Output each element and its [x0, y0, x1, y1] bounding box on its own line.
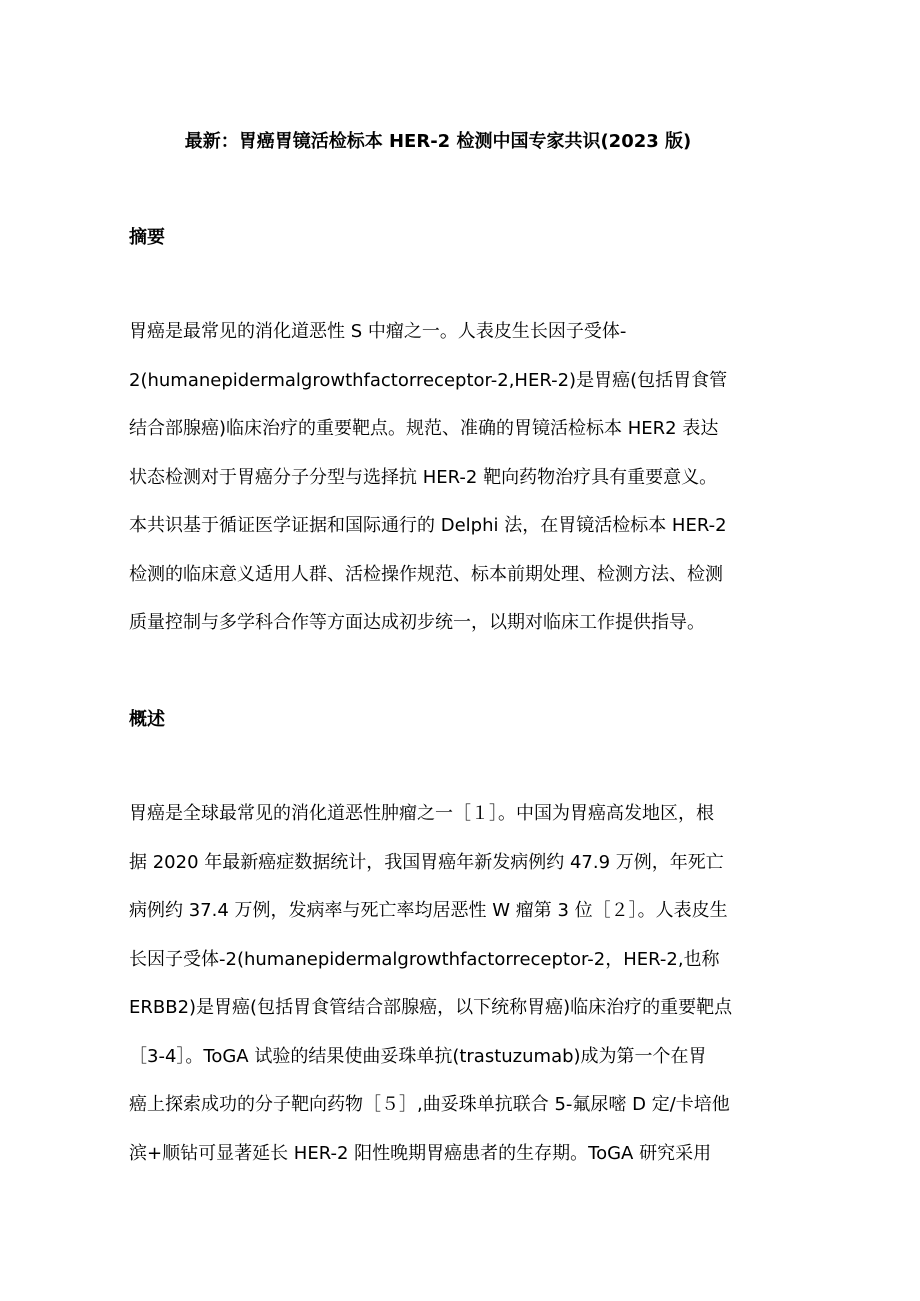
paragraph-line: 状态检测对于胃癌分子分型与选择抗 HER-2 靶向药物治疗具有重要意义。 [129, 466, 718, 488]
overview-heading: 概述 [129, 709, 165, 730]
paragraph-line: ［3-4］。ToGA 试验的结果使曲妥珠单抗(trastuzumab)成为第一个在胃 [129, 1045, 707, 1067]
overview-paragraph [129, 800, 801, 1188]
paragraph-line: 病例约 37.4 万例，发病率与死亡率均居恶性 W 瘤第 3 位［２］。人表皮生 [129, 900, 728, 921]
document-title: 最新：胃癌胃镜活检标本 HER-2 检测中国专家共识(2023 版) [184, 131, 692, 152]
paragraph-line: ERBB2)是胃癌(包括胃食管结合部腺癌，以下统称胃癌)临床治疗的重要靶点 [129, 997, 733, 1018]
paragraph-line: 检测的临床意义适用人群、活检操作规范、标本前期处理、检测方法、检测 [129, 563, 723, 585]
paragraph-line: 本共识基于循证医学证据和国际通行的 Delphi 法，在胃镜活检标本 HER-2 [129, 515, 727, 536]
paragraph-line: 据 2020 年最新癌症数据统计，我国胃癌年新发病例约 47.9 万例，年死亡 [129, 851, 724, 873]
paragraph-line: 胃癌是最常见的消化道恶性 S 中瘤之一。人表皮生长因子受体- [129, 321, 627, 342]
paragraph-line: 胃癌是全球最常见的消化道恶性肿瘤之一［１］。中国为胃癌高发地区，根 [129, 803, 714, 824]
paragraph-line: 2(humanepidermalgrowthfactorreceptor-2,HER-2)是胃癌(包括胃食管 [129, 369, 728, 391]
paragraph-line: 长因子受体-2(humanepidermalgrowthfactorreceptor-2，HER-2,也称 [129, 948, 720, 970]
paragraph-line: 质量控制与多学科合作等方面达成初步统一，以期对临床工作提供指导。 [129, 612, 705, 633]
paragraph-line: 癌上探索成功的分子靶向药物［５］,曲妥珠单抗联合 5-氟尿嘧 D 定/卡培他 [129, 1094, 730, 1115]
abstract-heading: 摘要 [129, 227, 165, 248]
paragraph-line: 结合部腺癌)临床治疗的重要靶点。规范、准确的胃镜活检标本 HER2 表达 [129, 418, 719, 439]
abstract-paragraph [129, 318, 801, 658]
paragraph-line: 滨+顺钻可显著延长 HER-2 阳性晚期胃癌患者的生存期。ToGA 研究采用 [129, 1142, 712, 1164]
